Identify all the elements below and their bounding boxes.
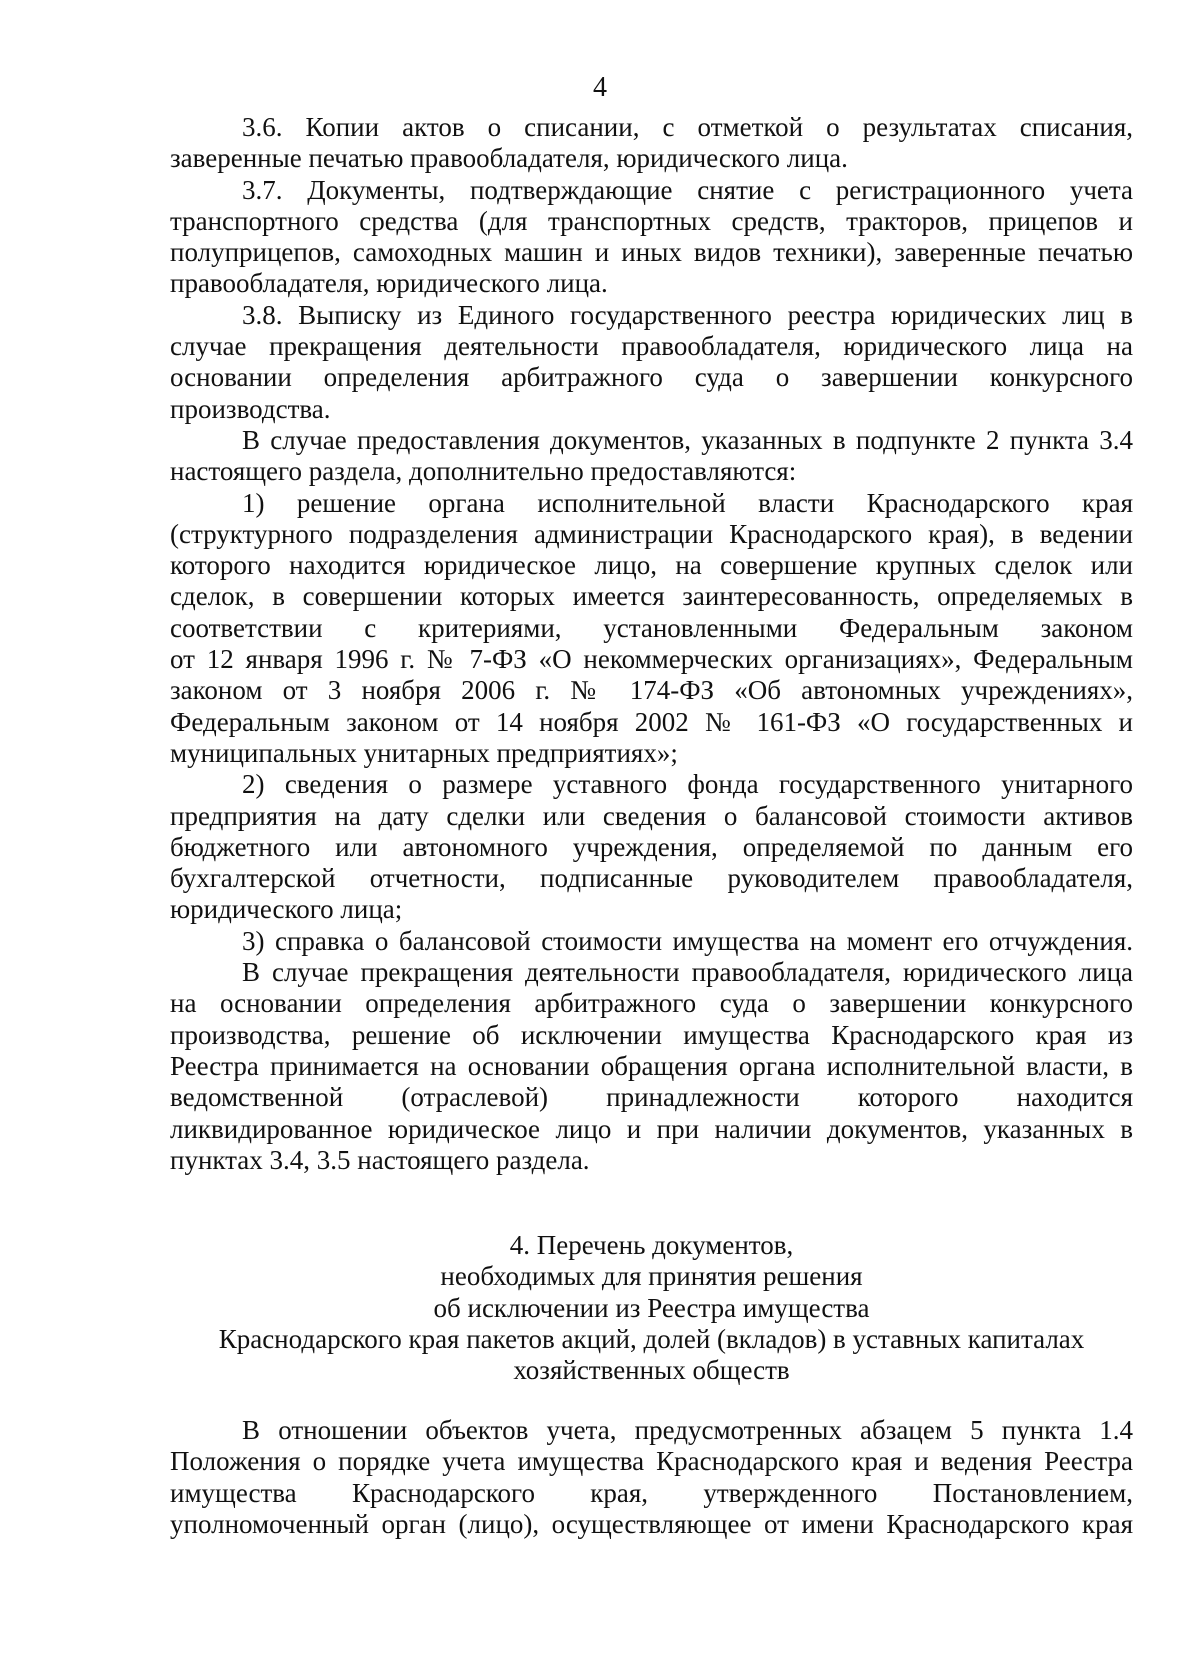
body-text-line: предприятия на дату сделки или сведения о балансовой стоимости активов [170,800,1133,831]
section-text [170,1415,1133,1540]
tail-text-line: уполномоченный орган (лицо), осуществляющее от имени Краснодарского края [170,1508,1133,1539]
body-text-line: ликвидированное юридическое лицо и при наличии документов, указанных в [170,1113,1133,1144]
heading-line: Краснодарского края пакетов акций, долей (вкладов) в уставных капиталах [218,1323,1085,1354]
page-number: 4 [593,72,607,103]
body-text-line: заверенные печатью правообладателя, юридического лица. [170,143,848,174]
body-text-line: 3.7. Документы, подтверждающие снятие с регистрационного учета [242,174,1133,205]
tail-text-line: Положения о порядке учета имущества Краснодарского края и ведения Реестра [170,1446,1133,1477]
body-text-line: 2) сведения о размере уставного фонда государственного унитарного [242,769,1133,800]
body-text-line: В случае прекращения деятельности правообладателя, юридического лица [242,957,1133,988]
heading-line: об исключении из Реестра имущества [433,1292,870,1323]
tail-text-line: имущества Краснодарского края, утвержденного Постановлением, [170,1477,1133,1508]
body-text-line: случае прекращения деятельности правообладателя, юридического лица на [170,331,1133,362]
body-text-line: от 12 января 1996 г. № 7-ФЗ «О некоммерческих организациях», Федеральным [170,644,1133,675]
body-text-line: 3.8. Выписку из Единого государственного реестра юридических лиц в [242,299,1133,330]
body-text-line: полуприцепов, самоходных машин и иных видов техники), заверенные печатью [170,237,1133,268]
body-text-line: Федеральным законом от 14 ноября 2002 № 161-ФЗ «О государственных и [170,706,1133,737]
body-text-line: Реестра принимается на основании обращения органа исполнительной власти, в [170,1050,1133,1081]
body-text-line: В случае предоставления документов, указанных в подпункте 2 пункта 3.4 [242,424,1133,455]
body-text-line: правообладателя, юридического лица. [170,268,608,299]
heading-line: необходимых для принятия решения [440,1261,863,1292]
body-text-line: сделок, в совершении которых имеется заинтересованность, определяемых в [170,581,1133,612]
body-text-line: 3) справка о балансовой стоимости имущества на момент его отчуждения. [242,925,1133,956]
body-text-line: бухгалтерской отчетности, подписанные руководителем правообладателя, [170,863,1133,894]
body-text-line: настоящего раздела, дополнительно предоставляются: [170,456,797,487]
body-text-line: на основании определения арбитражного суда о завершении конкурсного [170,988,1133,1019]
body-text-line: бюджетного или автономного учреждения, определяемой по данным его [170,831,1133,862]
body-text-line: которого находится юридическое лицо, на совершение крупных сделок или [170,550,1133,581]
document-body [170,112,1133,1176]
body-text-line: законом от 3 ноября 2006 г. № 174-ФЗ «Об автономных учреждениях», [170,675,1133,706]
body-text-line: ведомственной (отраслевой) принадлежности которого находится [170,1082,1133,1113]
section-heading [170,1230,1133,1386]
heading-line: хозяйственных обществ [513,1355,790,1386]
heading-line: 4. Перечень документов, [509,1230,794,1260]
body-text-line: пунктах 3.4, 3.5 настоящего раздела. [170,1144,590,1175]
body-text-line: производства. [170,393,331,424]
body-text-line: основании определения арбитражного суда о завершении конкурсного [170,362,1133,393]
body-text-line: производства, решение об исключении имущества Краснодарского края из [170,1019,1133,1050]
body-text-line: (структурного подразделения администрации Краснодарского края), в ведении [170,518,1133,549]
tail-text-line: В отношении объектов учета, предусмотренных абзацем 5 пункта 1.4 [242,1415,1133,1445]
body-text-line: 3.6. Копии актов о списании, с отметкой о результатах списания, [242,112,1133,142]
body-text-line: транспортного средства (для транспортных средств, тракторов, прицепов и [170,205,1133,236]
body-text-line: юридического лица; [170,894,403,925]
body-text-line: соответствии с критериями, установленными Федеральным законом [170,612,1133,643]
body-text-line: муниципальных унитарных предприятиях»; [170,737,678,768]
body-text-line: 1) решение органа исполнительной власти Краснодарского края [242,487,1133,518]
